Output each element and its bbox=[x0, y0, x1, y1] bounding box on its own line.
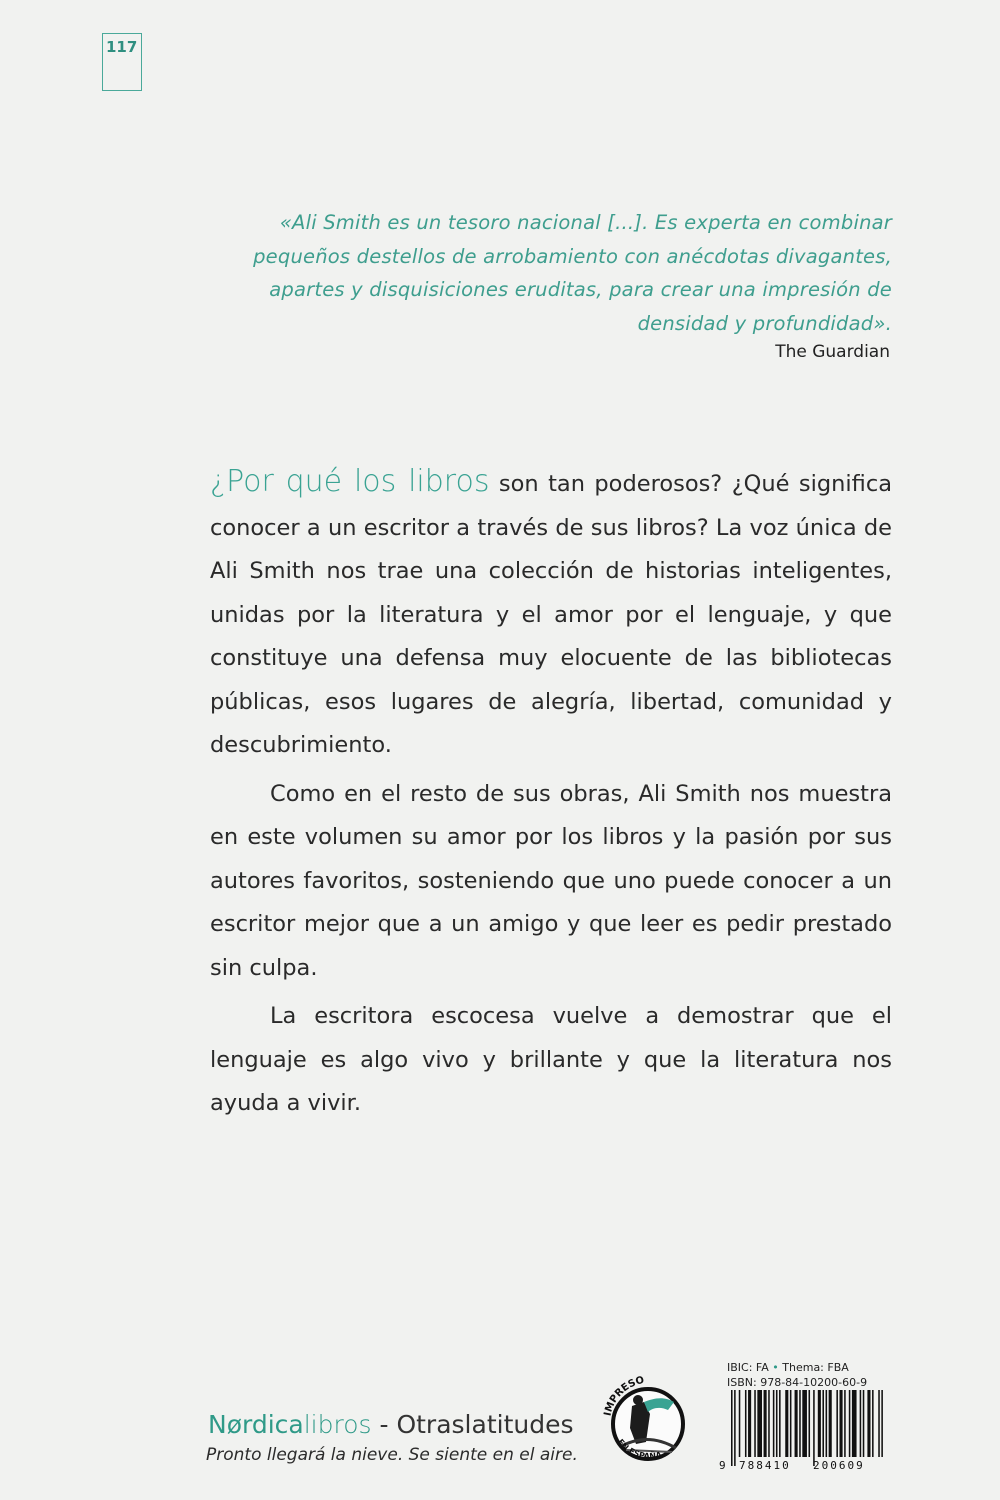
barcode-bar bbox=[768, 1390, 770, 1457]
barcode-digit-first: 9 bbox=[719, 1459, 726, 1472]
barcode-bar bbox=[878, 1390, 880, 1457]
barcode-bar bbox=[790, 1390, 792, 1457]
barcode-bar bbox=[739, 1390, 741, 1457]
barcode-bar bbox=[867, 1390, 870, 1457]
barcode-bar bbox=[849, 1390, 851, 1457]
barcode-bar bbox=[773, 1390, 775, 1457]
barcode-bar bbox=[799, 1390, 801, 1457]
blurb-paragraph-3: La escritora escocesa vuelve a demostrar que el lenguaje es algo vivo y brillante y que la literatura nos ayuda a vivir. bbox=[210, 1003, 892, 1116]
publisher-name: Nørdica bbox=[208, 1410, 304, 1439]
printed-in-spain-stamp bbox=[592, 1362, 704, 1474]
blurb-lead: ¿Por qué los libros bbox=[210, 464, 490, 499]
publisher-logo bbox=[208, 1410, 574, 1439]
publisher-name-suffix: libros bbox=[303, 1410, 372, 1439]
barcode-bar bbox=[852, 1390, 857, 1457]
barcode-bar bbox=[881, 1390, 883, 1457]
barcode-digits-left: 788410 bbox=[739, 1459, 791, 1472]
blurb-paragraph-2: Como en el resto de sus obras, Ali Smith nos muestra en este volumen su amor por los libros y la pasión por sus autores favoritos, sosteniendo que uno puede conocer a un escritor mejor que a un amigo y que leer es pedir prestado sin culpa. bbox=[210, 780, 892, 981]
publisher-separator: - bbox=[371, 1410, 397, 1439]
series-number: 117 bbox=[106, 38, 138, 56]
barcode-bar bbox=[822, 1390, 824, 1457]
series-number-box bbox=[102, 33, 142, 91]
barcode-bar bbox=[809, 1390, 811, 1457]
barcode-bar bbox=[818, 1390, 821, 1457]
ibic-code: IBIC: FA bbox=[727, 1361, 769, 1374]
barcode-bar bbox=[731, 1390, 733, 1466]
publisher-slogan: Pronto llegará la nieve. Se siente en el aire. bbox=[206, 1445, 578, 1465]
barcode-bar bbox=[836, 1390, 838, 1457]
blurb bbox=[210, 460, 892, 1126]
barcode-bar bbox=[764, 1390, 767, 1457]
barcode-bar bbox=[748, 1390, 751, 1457]
press-quote: «Ali Smith es un tesoro nacional [...]. Es experta en combinar pequeños destellos de arrobamiento con anécdotas divagantes, apartes y disquisiciones eruditas, para crear una impresión de densidad y profundidad». bbox=[253, 211, 892, 335]
barcode-bar bbox=[840, 1390, 843, 1457]
stamp-bottom-text: EN ESPAÑA bbox=[615, 1437, 663, 1461]
barcode-bar bbox=[745, 1390, 747, 1457]
collection-name: Otraslatitudes bbox=[396, 1410, 574, 1439]
barcode-bar bbox=[863, 1390, 865, 1457]
subject-codes: IBIC: FA • Thema: FBA bbox=[727, 1361, 849, 1374]
barcode-bar bbox=[813, 1390, 815, 1466]
barcode-bar bbox=[802, 1390, 807, 1457]
isbn: ISBN: 978-84-10200-60-9 bbox=[727, 1376, 868, 1389]
blurb-paragraph-1-text: son tan poderosos? ¿Qué significa conocer a un escritor a través de sus libros? La voz única de Ali Smith nos trae una colección de historias inteligentes, unidas por la literatura y el amor por el lenguaje, y que constituye una defensa muy elocuente de las bibliotecas públicas, esos lugares de alegría, libertad, comunidad y descubrimiento. bbox=[210, 471, 892, 758]
barcode-bar bbox=[860, 1390, 862, 1457]
barcode-bar bbox=[734, 1390, 736, 1466]
isbn-barcode bbox=[717, 1390, 889, 1472]
barcode-bar bbox=[829, 1390, 832, 1457]
barcode-digits-right: 200609 bbox=[813, 1459, 865, 1472]
barcode-bar bbox=[844, 1390, 846, 1457]
barcode-bar bbox=[776, 1390, 778, 1457]
thema-code: Thema: FBA bbox=[782, 1361, 849, 1374]
blurb-paragraph-1 bbox=[210, 460, 892, 768]
quote-source: The Guardian bbox=[775, 342, 890, 362]
barcode-bar bbox=[779, 1390, 781, 1457]
barcode-bar bbox=[826, 1390, 828, 1457]
barcode-bar bbox=[785, 1390, 788, 1457]
stamp-top-text: IMPRESO bbox=[602, 1374, 646, 1418]
barcode-bar bbox=[795, 1390, 798, 1457]
catalog-codes bbox=[727, 1360, 867, 1390]
barcode-bar bbox=[757, 1390, 762, 1457]
barcode-bar bbox=[872, 1390, 874, 1457]
barcode-bar bbox=[754, 1390, 756, 1457]
